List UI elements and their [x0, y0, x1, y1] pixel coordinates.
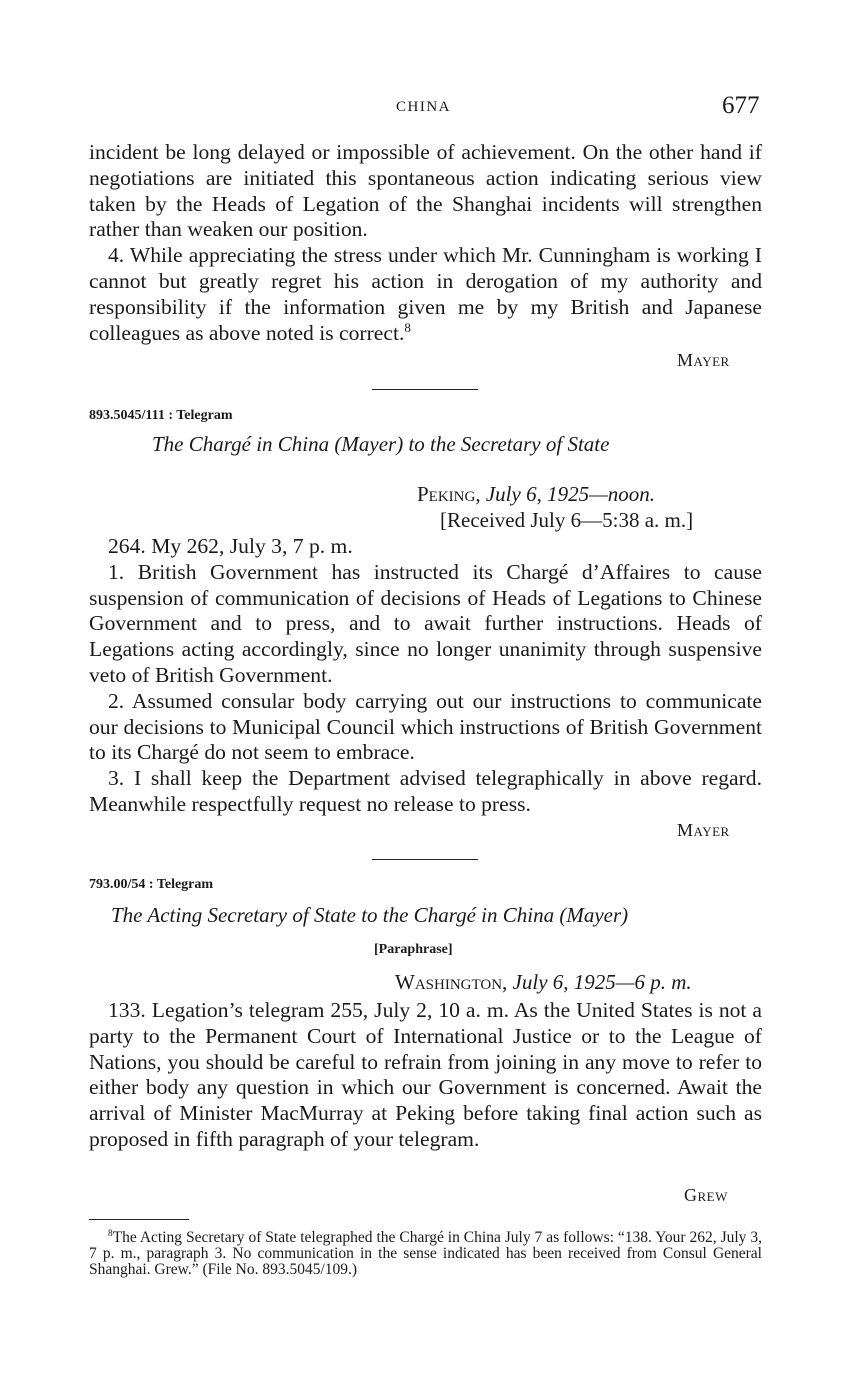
continuation-paragraph-2: 4. While appreciating the stress under which Mr. Cunningham is working I cannot but greatly regret his action in derogation of my authority and responsibility if the information given me by my British and Japanese colleagues as above noted is correct.$^8$	[89, 243, 762, 345]
dateline: Peking, July 6, 1925—noon.	[417, 482, 655, 506]
continuation-paragraph-1: incident be long delayed or impossible of achievement. On the other hand if negotiations are initiated this spontaneous action indicating serious view taken by the Heads of Legation of the Shanghai incidents will strengthen rather than weaken our position.	[89, 140, 762, 242]
received-line: [Received July 6—5:38 a. m.]	[440, 508, 694, 532]
signature-grew: Grew	[684, 1185, 728, 1205]
telegram-paragraph: 1. British Government has instructed its Chargé d’Affaires to cause suspension of communication of decisions of Heads of Legations to Chinese Government and to press, and to await further instructions. Heads of Legations acting accordingly, since no longer unanimity through suspensive veto of British Government.	[89, 559, 762, 687]
telegram-paragraph: 264. My 262, July 3, 7 p. m.	[108, 534, 353, 558]
footnote-marker: 8	[108, 1228, 113, 1239]
file-number: 793.00/54 : Telegram	[89, 877, 214, 892]
telegram-body	[89, 998, 762, 1153]
telegram-paragraph: 133. Legation’s telegram 255, July 2, 10 a. m. As the United States is not a party to the Permanent Court of International Justice or to the League of Nations, you should be careful to refrain from joining in any move to refer to either body any question in which our Government is concerned. Await the arrival of Minister MacMurray at Peking before taking final action such as proposed in fifth paragraph of your telegram.	[89, 998, 762, 1151]
continuation-text	[89, 140, 762, 346]
footnote-text: The Acting Secretary of State telegraphed the Chargé in China July 7 as follows: “138. Your 262, July 3, 7 p. m., paragraph 3. No communication in the sense indicated has been received from Consul General Shanghai. Grew.” (File No. 893.5045/109.)	[89, 1229, 762, 1278]
document-title: The Acting Secretary of State to the Chargé in China (Mayer)	[111, 903, 629, 927]
section-divider	[372, 389, 478, 390]
signature-mayer-2: Mayer	[677, 820, 730, 840]
paraphrase-label: [Paraphrase]	[374, 942, 453, 957]
telegram-paragraph: 2. Assumed consular body carrying out our instructions to communicate our decisions to Municipal Council which instructions of British Government to its Chargé do not seem to embrace.	[89, 688, 762, 765]
running-title: CHINA	[396, 99, 451, 115]
telegram-paragraph: 3. I shall keep the Department advised telegraphically in above regard. Meanwhile respectfully request no release to press.	[89, 766, 762, 816]
footnote	[89, 1230, 762, 1278]
file-number: 893.5045/111 : Telegram	[89, 408, 233, 423]
signature-mayer-1: Mayer	[677, 350, 730, 370]
footnote-reference: 8	[404, 319, 411, 335]
telegram-body	[89, 534, 762, 818]
page-number: 677	[722, 92, 760, 119]
footnote-rule	[89, 1219, 189, 1220]
document-title: The Chargé in China (Mayer) to the Secretary of State	[152, 432, 610, 456]
dateline: Washington, July 6, 1925—6 p. m.	[395, 970, 692, 994]
section-divider	[372, 859, 478, 860]
